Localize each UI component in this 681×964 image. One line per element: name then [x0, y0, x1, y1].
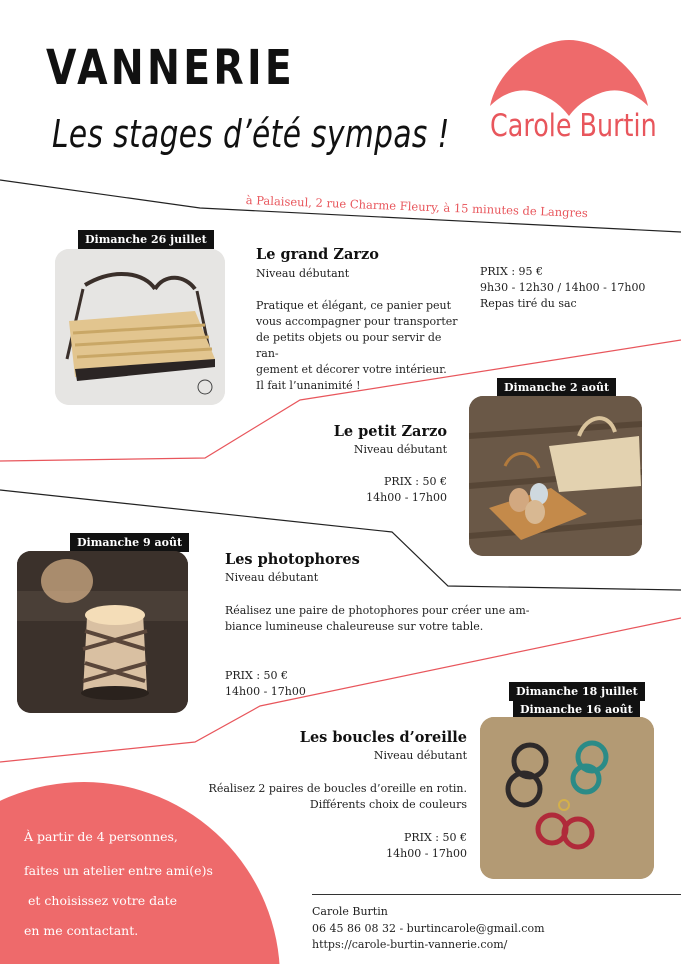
workshop-title: Les boucles d’oreille [299, 729, 467, 746]
workshop-title: Le grand Zarzo [256, 246, 379, 263]
page-subtitle: Les stages d’été sympas ! [52, 112, 450, 156]
date-tag: Dimanche 9 août [70, 533, 189, 552]
basket-eggs-icon [469, 396, 642, 556]
promo-line: en me contactant. [24, 923, 139, 938]
contact-name: Carole Burtin [312, 905, 388, 918]
workshop-price: PRIX : 50 € 14h00 - 17h00 [366, 475, 447, 504]
workshop-level: Niveau débutant [225, 571, 319, 584]
page-title: VANNERIE [46, 40, 296, 96]
date-tag: Dimanche 26 juillet [78, 230, 214, 249]
workshop-level: Niveau débutant [373, 749, 467, 762]
date-tag: Dimanche 2 août [497, 378, 616, 397]
promo-line: faites un atelier entre ami(e)s [24, 863, 213, 878]
workshop-title: Les photophores [225, 551, 360, 568]
earrings-icon [480, 717, 654, 879]
date-tag: Dimanche 18 juillet [509, 682, 645, 701]
workshop-description: Réalisez une paire de photophores pour créer une am- biance lumineuse chaleureuse sur votre table. [225, 604, 530, 633]
contact-phone-email[interactable]: 06 45 86 08 32 - burtincarole@gmail.com [312, 922, 545, 935]
contact-website[interactable]: https://carole-burtin-vannerie.com/ [312, 938, 508, 951]
promo-line: À partir de 4 personnes, [24, 829, 178, 844]
workshop-title: Le petit Zarzo [333, 423, 447, 440]
divider [312, 894, 681, 895]
basket-icon [55, 249, 225, 405]
workshop-description: Pratique et élégant, ce panier peut vous accompagner pour transporter de petits objets ou pour servir de ran- gement et décorer votre intérieur. Il fait l’unanimité ! [256, 299, 458, 392]
small-basket-eggs-photo [469, 396, 642, 556]
workshop-price: PRIX : 50 € 14h00 - 17h00 [225, 669, 306, 698]
date-tag: Dimanche 16 août [513, 700, 640, 719]
candle-holder-icon [17, 551, 188, 713]
location-text: à Palaiseul, 2 rue Charme Fleury, à 15 minutes de Langres [245, 193, 589, 221]
promo-line: et choisissez votre date [28, 893, 177, 908]
workshop-level: Niveau débutant [256, 267, 350, 280]
candle-holder-photo [17, 551, 188, 713]
brand-name: Carole Burtin [490, 108, 657, 144]
workshop-level: Niveau débutant [353, 443, 447, 456]
workshop-price: PRIX : 50 € 14h00 - 17h00 [386, 831, 467, 860]
workshop-description: Réalisez 2 paires de boucles d’oreille en rotin. Différents choix de couleurs [208, 782, 467, 811]
workshop-price: PRIX : 95 € 9h30 - 12h30 / 14h00 - 17h00 Repas tiré du sac [480, 265, 646, 310]
basket-photo [55, 249, 225, 405]
earrings-photo [480, 717, 654, 879]
